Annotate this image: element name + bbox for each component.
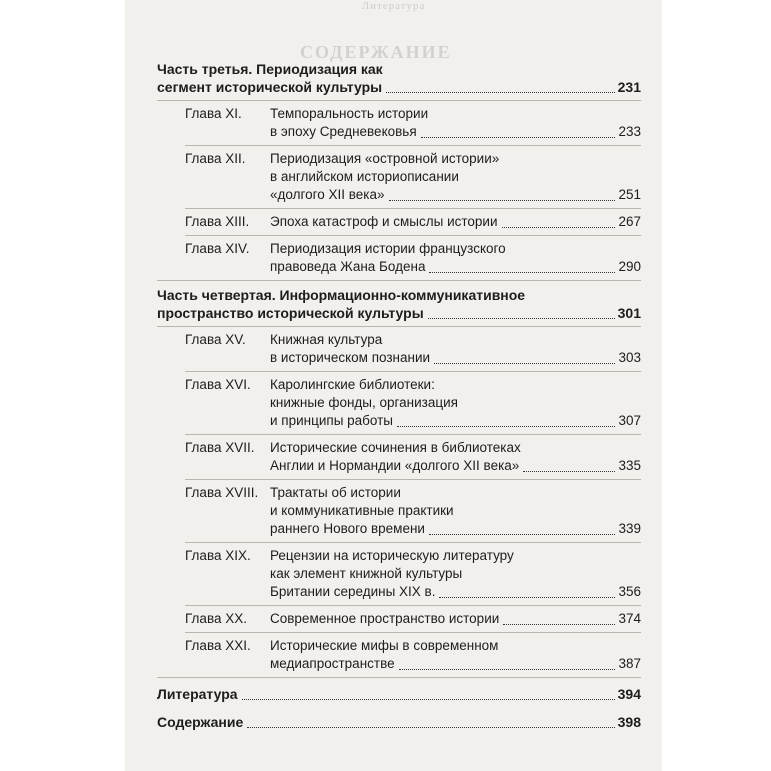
running-head-bleed: Литература <box>361 0 426 12</box>
chapter-title-line: Исторические мифы в современном <box>270 638 499 653</box>
chapter-number: Глава XI. <box>185 106 242 121</box>
chapter-title-line: Каролингские библиотеки: <box>270 377 435 392</box>
chapter-title-line: в историческом познании <box>270 350 431 365</box>
chapter-page-number: 267 <box>618 214 641 229</box>
toc-part-entry[interactable] <box>157 60 641 96</box>
dot-leader <box>242 699 615 700</box>
toc-tail-entry[interactable] <box>157 685 641 703</box>
toc-chapter-entry[interactable] <box>185 610 641 628</box>
chapter-title-line: Периодизация истории французского <box>270 241 506 256</box>
chapter-title-lastline <box>270 655 641 673</box>
chapter-title-lastline <box>270 412 641 430</box>
chapter-title-line: Рецензии на историческую литературу <box>270 548 514 563</box>
chapter-page-number: 251 <box>618 187 641 202</box>
toc-chapter-entry[interactable] <box>185 547 641 601</box>
chapter-title-line: в английском историописании <box>270 169 459 184</box>
chapter-title-lastline <box>270 123 641 141</box>
chapter-title <box>270 331 641 367</box>
toc-part-entry[interactable] <box>157 286 641 322</box>
dot-leader <box>386 92 615 93</box>
chapter-number: Глава XV. <box>185 332 246 347</box>
toc-chapter-entry[interactable] <box>185 637 641 673</box>
dot-leader <box>247 727 614 728</box>
chapter-title-lastline <box>270 349 641 367</box>
chapter-title-line: раннего Нового времени <box>270 521 425 536</box>
chapter-title-line: и принципы работы <box>270 413 393 428</box>
chapter-page-number: 374 <box>618 611 641 626</box>
toc-chapter-entry[interactable] <box>185 376 641 430</box>
bleed-heading: СОДЕРЖАНИЕ <box>300 42 452 62</box>
chapter-title <box>270 439 641 475</box>
chapter-title-line: правоведа Жана Бодена <box>270 259 426 274</box>
chapter-title-line: Современное пространство истории <box>270 611 500 626</box>
chapter-page-number: 339 <box>618 521 641 536</box>
chapter-number: Глава XVI. <box>185 377 251 392</box>
chapter-title <box>270 213 641 231</box>
chapter-title-line: Книжная культура <box>270 332 383 347</box>
toc-chapter-entry[interactable] <box>185 439 641 475</box>
dot-leader <box>399 669 616 670</box>
chapter-title <box>270 610 641 628</box>
chapter-number: Глава XVIII. <box>185 485 259 500</box>
chapter-title <box>270 105 641 141</box>
chapter-title-line: Трактаты об истории <box>270 485 401 500</box>
chapter-title-line: Британии середины XIX в. <box>270 584 436 599</box>
chapter-number: Глава XVII. <box>185 440 255 455</box>
part-title-lastline <box>157 78 641 96</box>
chapter-title-lastline <box>270 258 641 276</box>
chapter-title <box>270 150 641 204</box>
chapter-title-line: и коммуникативные практики <box>270 503 454 518</box>
part-title-line: сегмент исторической культуры <box>157 79 383 95</box>
toc-chapter-entry[interactable] <box>185 331 641 367</box>
chapter-title-line: в эпоху Средневековья <box>270 124 417 139</box>
chapter-page-number: 290 <box>618 259 641 274</box>
chapter-title-line: книжные фонды, организация <box>270 395 458 410</box>
chapter-number: Глава XII. <box>185 151 246 166</box>
chapter-number: Глава XIV. <box>185 241 250 256</box>
dot-leader <box>434 363 615 364</box>
chapter-number: Глава XIX. <box>185 548 251 563</box>
dot-leader <box>429 534 616 535</box>
chapter-title-line: как элемент книжной культуры <box>270 566 463 581</box>
toc-chapter-entry[interactable] <box>185 105 641 141</box>
dot-leader <box>428 318 615 319</box>
part-title-line: Часть третья. Периодизация как <box>157 61 383 77</box>
chapter-title <box>270 637 641 673</box>
chapter-page-number: 233 <box>618 124 641 139</box>
chapter-title-lastline <box>270 186 641 204</box>
chapter-title-line: Темпоральность истории <box>270 106 429 121</box>
tail-page-number: 394 <box>617 686 641 702</box>
book-page <box>125 0 662 771</box>
dot-leader <box>429 272 615 273</box>
toc-chapter-entry[interactable] <box>185 150 641 204</box>
part-page-number: 301 <box>617 305 641 321</box>
part-title-lastline <box>157 304 641 322</box>
toc-chapter-entry[interactable] <box>185 484 641 538</box>
chapter-page-number: 387 <box>618 656 641 671</box>
chapter-title-line: Англии и Нормандии «долгого XII века» <box>270 458 520 473</box>
chapter-number: Глава XXI. <box>185 638 251 653</box>
chapter-page-number: 356 <box>618 584 641 599</box>
dot-leader <box>389 200 616 201</box>
part-title-line: пространство исторической культуры <box>157 305 424 321</box>
chapter-title <box>270 240 641 276</box>
part-page-number: 231 <box>617 79 641 95</box>
chapter-title-lastline <box>270 213 641 231</box>
chapter-title <box>270 376 641 430</box>
tail-page-number: 398 <box>617 714 641 730</box>
dot-leader <box>439 597 615 598</box>
chapter-title-lastline <box>270 583 641 601</box>
chapter-number: Глава XX. <box>185 611 247 626</box>
dot-leader <box>523 471 615 472</box>
chapter-title-line: Периодизация «островной истории» <box>270 151 500 166</box>
chapter-title-lastline <box>270 457 641 475</box>
toc-tail-entry[interactable] <box>157 713 641 731</box>
dot-leader <box>397 426 615 427</box>
tail-title: Литература <box>157 686 238 702</box>
chapter-title <box>270 547 641 601</box>
chapter-page-number: 307 <box>618 413 641 428</box>
chapter-title-lastline <box>270 520 641 538</box>
chapter-page-number: 303 <box>618 350 641 365</box>
part-title-line: Часть четвертая. Информационно-коммуникативное <box>157 287 526 303</box>
chapter-title-lastline <box>270 610 641 628</box>
dot-leader <box>502 227 616 228</box>
dot-leader <box>421 137 616 138</box>
chapter-title-line: Эпоха катастроф и смыслы истории <box>270 214 498 229</box>
chapter-title-line: Исторические сочинения в библиотеках <box>270 440 521 455</box>
table-of-contents <box>157 60 641 734</box>
chapter-title-line: «долгого XII века» <box>270 187 385 202</box>
chapter-number: Глава XIII. <box>185 214 250 229</box>
toc-chapter-entry[interactable] <box>185 213 641 231</box>
toc-chapter-entry[interactable] <box>185 240 641 276</box>
tail-title: Содержание <box>157 714 244 730</box>
dot-leader <box>503 624 615 625</box>
chapter-title-line: медиапространстве <box>270 656 395 671</box>
chapter-page-number: 335 <box>618 458 641 473</box>
chapter-title <box>270 484 641 538</box>
